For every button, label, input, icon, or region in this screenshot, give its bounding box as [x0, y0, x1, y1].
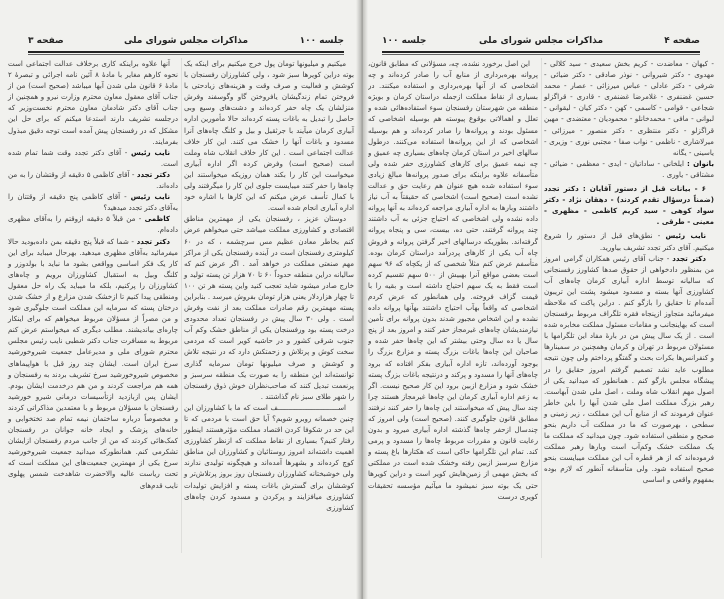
- paragraph-text: - آقای کاظمی پنج دقیقه از وقتتان را به‌آقای دکتر تجدد میدهید؟: [8, 192, 178, 213]
- paragraph: [8, 169, 178, 191]
- paragraph-text: - شما که قبلاً پنج دقیقه بمن داده‌بودید حالا میفرمائید به‌آقای مظهری میدهید. بهرحال میباید برای این کار یک فکر اساسی وواقعی بشود ما نباید با بولدوزر و کلنگ وبیل به استقبال کشاورزان برویم و چاه‌های کشاورزان را پرکنیم، بلکه ما میباید یک راه حل معقول ومنطقی پیدا کنیم تا ازخشک شدن مزارع و از خشک شدن درختان پسته که سرمایه این مملکت است جلوگیری شود و من مصراً از مسؤلان مربوط میخواهم که برای اینکار چاره‌ای بیاندیشند. مطلب دیگری که میخواستم عرض کنم مربوط به مسافرت جناب دکتر شطبی نایب رئیس مجلس محترم شورای ملی و مدیرعامل جمعیت شیروخورشید سرخ ایران است. ایشان چند روز قبل با هواپیماهای مخصوص شیروخورشید سرخ تشریف بردند به رفسنجان و همه هم مراجعت کردند و من هم درخدمت ایشان بودم. ایشان پس ازبازدید ازتأسیسات درمانی شیرو خورشید رفسنجان با مسؤلان مربوط و با معتمدین مذاکراتی کردند و مخصوصاً درباره ساختمان نیمه تمام صد تختخوابی و خانه‌های پزشک و ایجاد خانه جوانان در رفسنجان کمک‌هائی کردند که من از جانب مردم رفسنجان ازایشان تشکرمی کنم. همانطورکه میدانید جمعیت شیروخورشید سرخ یکی از مهمترین جمعیت‌های این مملکت است که تحت ریاست عالیه والاحضرت شاهدخت شمس پهلوی نایب قدم‌های: [8, 236, 178, 490]
- page-number: صفحه ۳: [28, 36, 64, 46]
- page-number: صفحه ۴: [664, 36, 700, 46]
- paragraph-text: - جناب آقای رئیس همکاران گرامی امروز من بمنظور دادخواهی از حقوق صدها کشاورز رفسنجانی که سالیانه توسط اداره آبیاری کرمان چاه‌های آب کشاورزی آنها بسته و مسدود میشود پشت این تریبون آمده‌ام تا حقایق را بازگو کنم . دراین پاکت که ملاحظه میفرمائید متجاوز ازپنجاه فقره تلگراف مربوط برفسنجان است که بهاینجانب و مقامات مسئول مملکت مخابره شده است . از یک سال پیش من در بارهٔ مفاد این تلگرامها با مسئولان مربوط در تهران و کرمان وهمچنین در سمینارها و کنفرانس‌ها بکرات بحث و گفتگو پرداختم ولی چون نتیجه مطلوب عاید نشد تصمیم گرفتم امروز حقایق را در پیشگاه مجلس بازگو کنم . همانطور که میدانید یکی از اصول مهم انقلاب شاه وملت ، اصل ملی شدن آبهاست. رهبر بزرگ مملکت اصل ملی شدن آبها را باین خاطر عنوان فرمودند که از منابع آب این مملکت ، زیر زمینی و سطحی ، بهرصورت که ما در مملکت آب داریم بنحو صحیح و منطقی استفاده شود. چون میدانید که مملکت ما یک مملکت خشک وکم‌آب است وبارها رهبر مملکت فرموده‌اند که از هر قطره آب این مملکت میبایست بنحو صحیح استفاده شود. ولی متأسفانه آنطور که لازم بوده بمفهوم واقعی و اساسی: [544, 253, 714, 485]
- publication-title: مذاکرات مجلس شورای ملی: [478, 36, 604, 46]
- publication-title: مذاکرات مجلس شورای ملی: [123, 36, 249, 46]
- header-rule: [382, 51, 700, 53]
- paragraph: [184, 402, 354, 513]
- session-number: جلسه ۱۰۰: [299, 36, 344, 46]
- paragraph: [8, 213, 178, 235]
- column-divider: [541, 58, 542, 558]
- paragraph: [8, 147, 178, 169]
- paragraph-text: اســـــــــــــــــــــــــــــف است که ما با کشاورزان این چنین خصمانه روبرو شویم؟ آیا حق است با مردمی که تا این حد در شکوفا کردن اقتصاد مملکت مؤثرهستند اینطور رفتار کنیم؟ بسیاری از نقاط مملکت که ازنظر کشاورزی اهمیت داشته‌اند امروز روستائیان و کشاورزان این مناطق کوچ کرده‌اند و بشهرها آمده‌اند و هیچگونه تولیدی ندارند ولی خوشبختانه کشاورزان رفسنجان روز بروز پرتلاش‌تر و کوششان برای گسترش باغات پسته و افزایش تولیدات کشاورزی میافزایند و پرکردن و مسدود کردن چاه‌های کشاورزی: [184, 402, 354, 512]
- speaker-name: دکتر تجدد: [136, 236, 170, 246]
- speaker-name: نایب رئیس: [130, 192, 170, 202]
- speaker-name: نایب رئیس: [665, 231, 707, 241]
- page-header: [28, 36, 344, 50]
- paragraph: [544, 230, 714, 252]
- paragraph-text: این اصل برخورد نشده، چه، مسؤلانی که مطابق قانون، پروانه بهره‌برداری از منابع آب را صادر کرده‌اند و چه اشخاصی که از آنها بهره‌برداری و استفاده میکنند. در بسیاری از نقاط مملکت ازجمله دراستان کرمان و بویژه منطقه من شهرستان رفسنجان سوء استفاده‌هائی شده و تعلل و اهمالاتی بوقوع پیوسته هم بوسیله اشخاصی که مسئول بودند و پروانه‌ها را صادر کرده‌اند و هم بوسیله اشخاصی که از این پروانه‌ها استفاده می‌کنند. درطول سالهای اخیر در استان کرمان چاه‌های بسیاری چه عمیق و چه نیمه عمیق برای کارهای کشاورزی حفر شده ولی متأسفانه علاوه براینکه برای صدور پروانه‌ها مبالغ زیادی سوء استفاده شده هیچ عنوان هم رعایت حق و عدالت نشده است (صحیح است) اشخاصی که حقیقتاً به آب نیاز داشتند وبارها به اداره آبیاری مراجعه کرده‌اند به آنها پروانه داده نشده ولی اشخاصی که احتیاج جزئی به آب داشتند چند پروانه گرفتند، حتی ده، بیست، سی و پنجاه پروانه گرفته‌اند. بطوریکه درسالهای اخیر گرفتن پروانه و فروش چاه آب یکی از کارهای پردرآمد دراستان کرمان بوده. متأسفم عرض کنم مثلاً شخصی که از یکچاه که ۹۶ سهم است بعضی مواقع آنرا بهبیش از ۵۰۰ سهم تقسیم کرده است فقط به یک سهم احتیاج داشته است و بقیه را با قیمت گزاف فروخته. ولی همانطور که عرض کردم اشخاصی که واقعاً بهآب احتیاج داشتند بهآنها پروانه داده نشده و این اشخاص مجبور شدند بدون پروانه برای تأمین نیازمندیشان چاه‌های غیرمجاز حفر کنند و امروز بعد از پنج سال یا ده سال وحتی بیشتر که این چاه‌ها حفر شده و صاحبان این چاه‌ها باغات بزرگ پسته و مزارع بزرگ را بوجود آورده‌اند، تازه اداره آبیاری بفکر افتاده که برود چاه‌های آنها را مسدود و پرکند و درنتیجه باغات بزرگ پسته خشک شود و مزارع ازبین برود این کار صحیح نیست. اگر به زعم اداره آبیاری کرمان این چاه‌ها غیرمجاز هستند چرا چند سال پیش که میخواستند این چاه‌ها را حفر کنند نرفتند مطابق قانون جلوگیری کنند. (صحیح است) ولی امروز که چندسال ازحفر چاه‌ها گذشته اداره آبیاری میرود و بدون رعایت قانون و مقررات مربوط چاه‌ها را مسدود و پرمی کند. تمام این تلگرامها حاکی است که هکتارها باغ پسته و مزارع سرسبز ازبین رفته وخشک شده است در مملکتی که بخش مهمی از زمین‌هایش کویر است و دراین کویرها حتی یک بوته سبز نمیشود ما میآئیم مؤسسه تحقیقات کویری درست: [368, 59, 538, 501]
- paragraph-text: - کیهان - معاضدت - کریم بخش سعیدی - سید کلالی - مهدوی - دکتر شیروانی - نوذر صادقی - دکتر ضیائی - شرفی - دکتر عادلی - عباس میرزائی - عصار - محمد حسین غضنفری - غلامرضا غضنفری - قادری - قراگزلو شجاعی - قوامی - کاسمی - کهن - دکتر کیان - لیقوانی - لبوانی - مافی - محمدخانلو - محمودیان - معتضدی - مهین قراگزلو - دکتر منتظری - دکتر منصور - میرزائی - میرلاشاری - ناظمی - نواب صفا - مجتبی نوری - وزیری - یاسینی - یگانه: [544, 59, 714, 157]
- paragraph: [8, 191, 178, 213]
- paragraph: [8, 236, 178, 491]
- section-heading: [544, 183, 714, 227]
- paragraph-text: - آقای کاظمی ۵ دقیقه از وقتشان را به من داده‌اند.: [8, 169, 178, 191]
- text-column-left: [368, 58, 538, 502]
- paragraph: [544, 158, 714, 180]
- paragraph-text: دوستان عزیز ، رفسنجان یکی از مهمترین مناطق اقتصادی و کشاورزی مملکت میباشد حتی میخواهم عرض کنم بخاطر معادن عظیم مس سرچشمه ، که در ۶۰ کیلومتری رفسنجان است در آینده رفسنجان یکی از مراکز مهم صنعتی مملکت در خواهد آمد . اگر عرض کنم که سالیانه دراین منطقه حدوداً ۶۰ تا ۷۰ هزار تن پسته تولید و خارج صادر میشود شاید تعجب کنید واین پسته هر تن ۱۰۰ تا چهار هزاردلار یعنی هزار تومان بفروش میرسد . بنابراین پسته مهمترین رقم صادرات مملکت بعد از نفت وفرش است . ولی ۳۰ سال پیش در رفسنجان تعداد محدودی درخت پسته بود ورفسنجان یکی از مناطق خشک وکم آب جنوب شرقی کشور و در حاشیه کویر است که مردمی سخت کوش و پرتلاش و زحمتکش دارد که در نتیجه تلاش و کوشش و صرف میلیونها تومان سرمایه گذاری توانسته‌اند این منطقه را به صورت یک منطقه سرسبز و پرنعمت تبدیل کنند که صاحب‌نظران خوش ذوق رفسنجان را شهر طلای سبز نام گذاشتند .: [184, 214, 354, 401]
- header-rule-thin: [382, 54, 700, 55]
- right-page: [362, 0, 724, 599]
- speaker-name: دکتر تجدد: [672, 253, 706, 263]
- header-rule-thin: [28, 54, 344, 55]
- speaker-name: کاظمی: [144, 214, 170, 224]
- session-number: جلسه ۱۰۰: [382, 36, 427, 46]
- paragraph-text: ۶ - بیانات قبل از دستور آقایان : دکتر تجدد (ضمناً درسؤال تقدم کردند) - دهقان نژاد - دکتر سواد کوهی - سید کریم کاظمی - مظهری - معینی - طرقی .: [544, 184, 714, 227]
- paragraph-text: - آقای دکتر تجدد وقت شما تمام شده است.: [8, 147, 178, 168]
- book-spine-fold: [356, 0, 368, 599]
- paragraph: [8, 58, 178, 147]
- speaker-name: نایب رئیس: [130, 147, 170, 157]
- paragraph: [544, 58, 714, 158]
- page-header: [382, 36, 700, 50]
- paragraph: [184, 213, 354, 402]
- paragraph: [184, 58, 354, 213]
- paragraph-text: ایلخانی - ساداتیان - ایدی - معظمی - ضیائی - مشتاقی - یاوری .: [544, 158, 714, 179]
- paragraph: [544, 253, 714, 486]
- speaker-name: بانوان :: [687, 158, 714, 168]
- paragraph: [368, 58, 538, 502]
- paragraph-text: آنها علاوه براینکه کاری برخلاف عدالت اجتماعی است نحوه کارهم مغایر با مادهٔ ۸ آئین نامه اجرائی و تبصرهٔ ۲ مادهٔ ۶ قانون ملی شدن آبها میباشد (صحیح است) من از جناب آقای معقول معاون محترم وزارت نیرو و همچنین از جناب آقای دکتر شادمان معاون محترم نخست‌وزیر که درجلسه تشریف دارند استدعا میکنم که برای حل این مشکل که در رفسنجان پیش آمده است توجه دقیق مبذول بفرمایند.: [8, 59, 178, 146]
- speaker-name: دکتر تجدد: [136, 169, 170, 179]
- text-column-left: [8, 58, 178, 491]
- paragraph-text: میکنیم و میلیونها تومان پول خرج میکنیم برای اینکه یک بوته دراین کویرها سبز شود ، ولی کشاورزان رفسنجان با کوشش و فعالیت و صرف وقت و هزینه‌های زیادحتی با فروختن تمام زندگیشان یافروختن گاو وگوسفند وفرش منزلشان یک چاه حفر کرده‌اند و دشت‌های وسیع وبی حاصل را تبدیل به باغات پسته کرده‌اند حالا مأمورین اداره آبیاری کرمان میآیند با جرثقیل و بیل و کلنگ چاه‌های آنرا مسدود و باغات آنها را خشک می کنند. این کار خلاف عدالت اجتماعی است . این کار خلاف انقلاب شاه وملت است (صحیح است) وفرض کرده اگر اداره آبیاری میخواست این کار را بکند همان روزیکه میخواستند این چاه‌ها را حفر کنند میبایست جلوی این کار را میگرفتند ولی با کمال تأسف عرض میکنم که این کارها با اشاره خود اداره آبیاری انجام شده است.: [184, 59, 354, 213]
- paragraph-text: - نطق‌های قبل از دستور را شروع میکنیم. آقای دکتر تجدد تشریف بیاورید.: [544, 231, 714, 252]
- paragraph-text: - من قبلاً ۵ دقیقه ازوقتم را به‌آقای مظهری داده‌ام.: [8, 214, 178, 235]
- text-column-right: [544, 58, 714, 486]
- text-column-right: [184, 58, 354, 513]
- header-rule: [28, 51, 344, 53]
- column-divider: [181, 58, 182, 553]
